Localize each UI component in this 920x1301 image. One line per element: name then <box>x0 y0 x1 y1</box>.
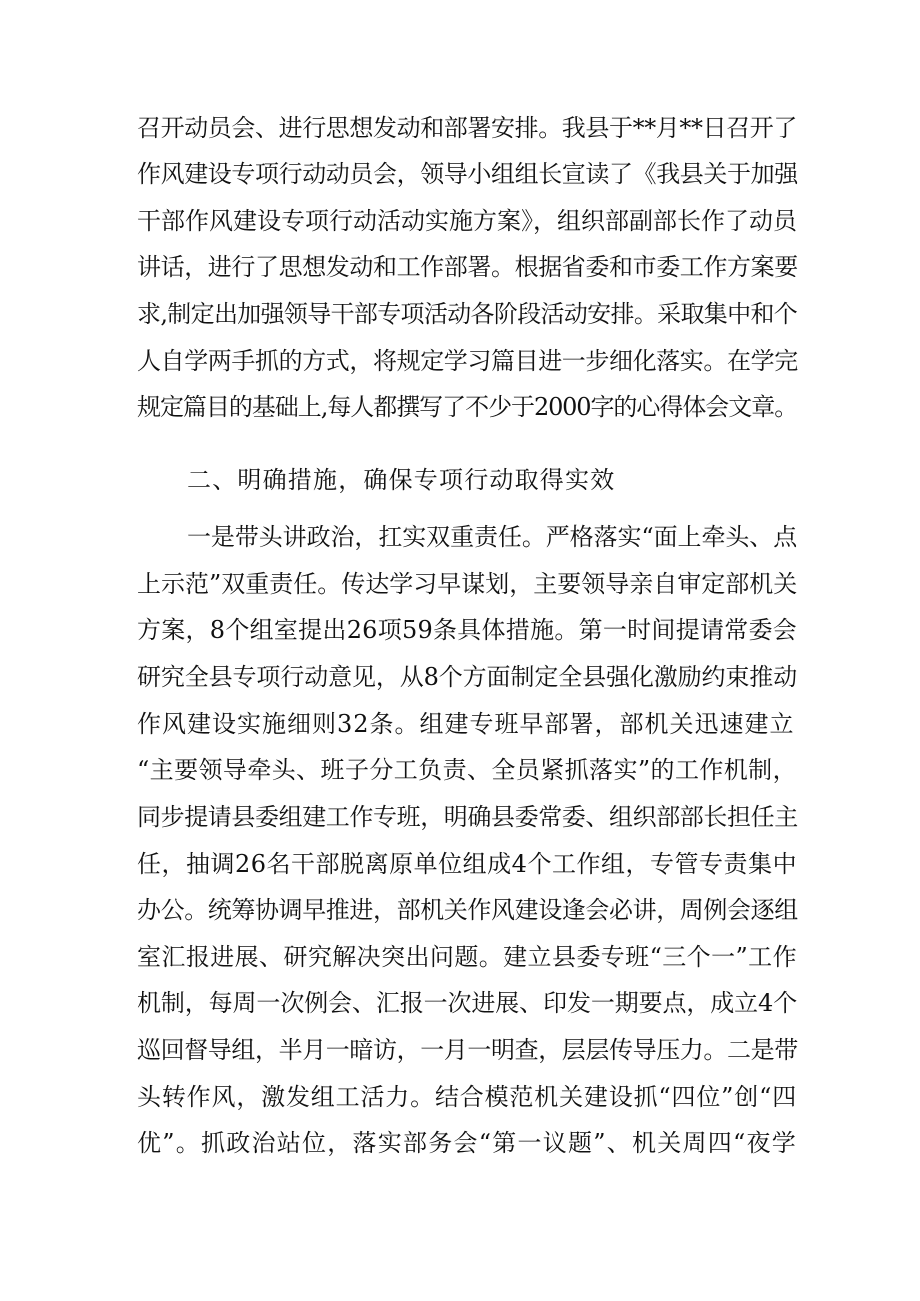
body-text-line: 优”。抓政治站位，落实部务会“第一议题”、机关周四“夜学 <box>137 1129 797 1157</box>
body-text-line: “主要领导牵头、班子分工负责、全员紧抓落实”的工作机制， <box>137 756 797 784</box>
body-text-line: 干部作风建设专项行动活动实施方案》，组织部副部长作了动员 <box>137 207 797 235</box>
body-text-line: 作风建设实施细则32条。组建专班早部署，部机关迅速建立 <box>137 710 795 738</box>
body-text-line: 室汇报进展、研究解决突出问题。建立县委专班“三个一”工作 <box>137 943 797 971</box>
body-text-line: 头转作风，激发组工活力。结合模范机关建设抓“四位”创“四 <box>137 1083 797 1111</box>
body-text-line: 研究全县专项行动意见，从8个方面制定全县强化激励约束推动 <box>137 663 797 691</box>
body-text-line: 办公。统筹协调早推进，部机关作风建设逢会必讲，周例会逐组 <box>137 896 798 924</box>
body-text-line: 机制，每周一次例会、汇报一次进展、印发一期要点，成立4个 <box>137 989 797 1017</box>
body-text-line: 上示范”双重责任。传达学习早谋划，主要领导亲自审定部机关 <box>137 570 798 598</box>
body-text-line: 方案，8个组室提出26项59条具体措施。第一时间提请常委会 <box>137 616 797 644</box>
body-text-line: 求,制定出加强领导干部专项活动各阶段活动安排。采取集中和个 <box>137 300 797 328</box>
section-heading: 二、明确措施，确保专项行动取得实效 <box>187 466 616 494</box>
body-text-line: 规定篇目的基础上,每人都撰写了不少于2000字的心得体会文章。 <box>137 393 797 421</box>
body-text-line: 召开动员会、进行思想发动和部署安排。我县于**月**日召开了 <box>137 114 797 142</box>
body-text-line: 人自学两手抓的方式，将规定学习篇目进一步细化落实。在学完 <box>137 347 798 375</box>
body-text-line: 巡回督导组，半月一暗访，一月一明查，层层传导压力。二是带 <box>137 1036 798 1064</box>
body-text-line: 任，抽调26名干部脱离原单位组成4个工作组，专管专责集中 <box>137 850 797 878</box>
body-text-line: 一是带头讲政治，扛实双重责任。严格落实“面上牵头、点 <box>187 523 797 551</box>
body-text-line: 讲话，进行了思想发动和工作部署。根据省委和市委工作方案要 <box>137 253 798 281</box>
body-text-line: 作风建设专项行动动员会，领导小组组长宣读了《我县关于加强 <box>137 160 798 188</box>
body-text-line: 同步提请县委组建工作专班，明确县委常委、组织部部长担任主 <box>137 803 798 831</box>
